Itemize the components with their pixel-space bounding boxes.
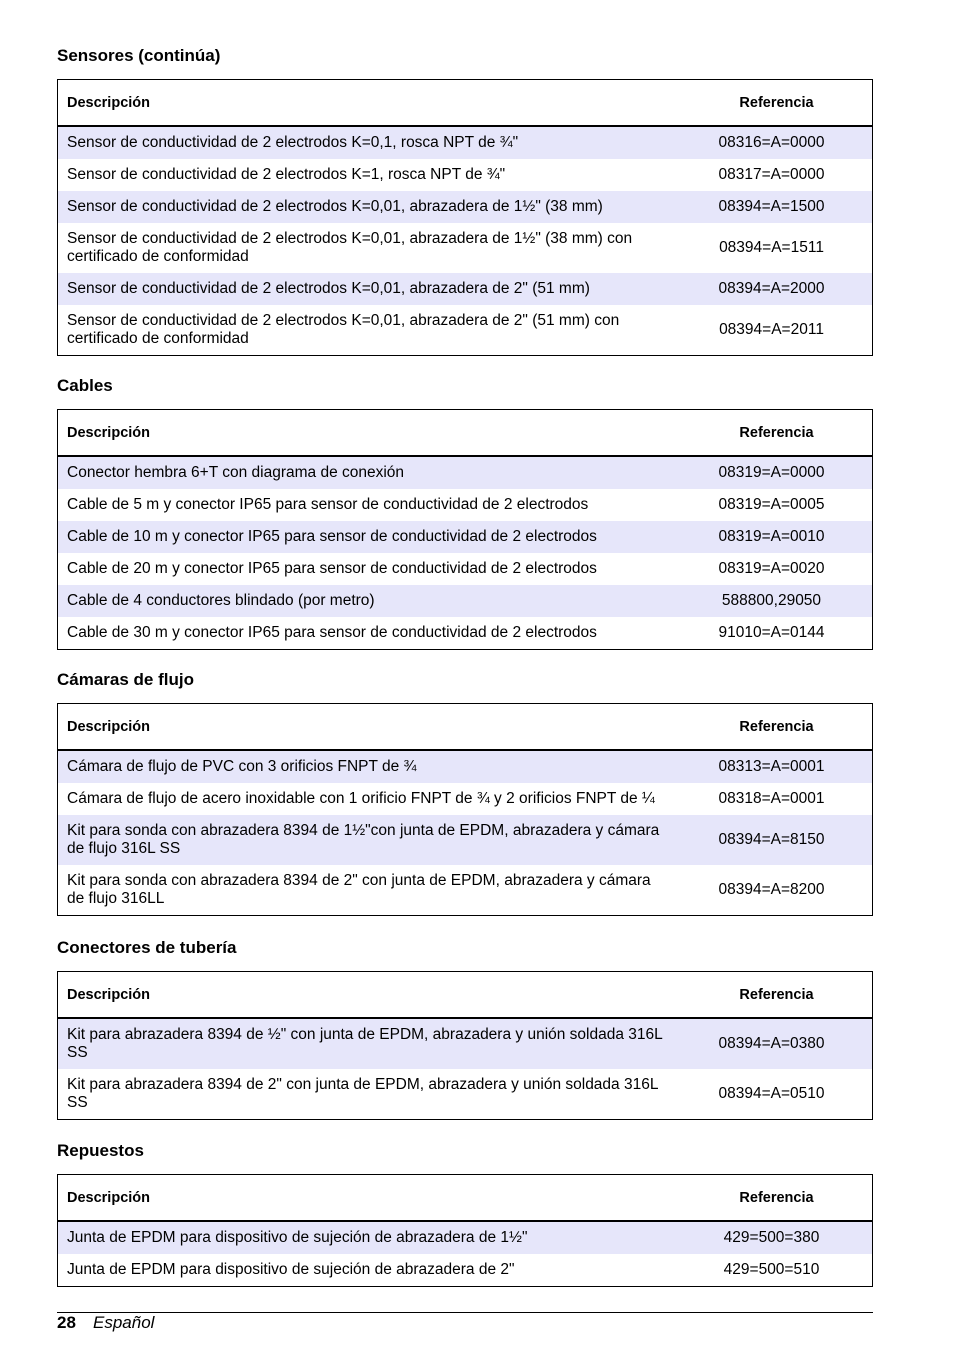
header-description: Descripción: [58, 972, 682, 1019]
table-row: [58, 815, 873, 865]
table-row: [58, 783, 873, 815]
row-reference: 08394=A=0380: [681, 1018, 873, 1069]
row-reference: 08319=A=0005: [718, 496, 825, 513]
row-reference: 429=500=380: [681, 1221, 873, 1254]
row-description: Cámara de flujo de acero inoxidable con 1 orificio FNPT de ¾ y 2 orificios FNPT de ¼: [67, 790, 655, 807]
row-reference: 08394=A=8200: [718, 881, 825, 898]
table-row: [58, 305, 873, 356]
section-title: Cámaras de flujo: [57, 670, 194, 689]
section-title: Sensores (continúa): [57, 46, 221, 65]
row-description: Kit para sonda con abrazadera 8394 de 1½"con junta de EPDM, abrazadera y cámara de flujo 316L SS: [58, 815, 682, 865]
row-reference: 08394=A=2011: [719, 321, 824, 338]
page-footer: [57, 1312, 873, 1332]
table-row: [58, 865, 873, 916]
section-sensores: [57, 45, 873, 356]
parts-table: [57, 79, 873, 356]
header-reference: Referencia: [681, 80, 873, 127]
section-conectores-de-tuberia: [57, 937, 873, 1120]
parts-table: [57, 703, 873, 916]
parts-table: [57, 971, 873, 1120]
section-repuestos: [57, 1140, 873, 1287]
table-row: [58, 1254, 873, 1287]
header-description: Descripción: [58, 1175, 682, 1222]
row-description: Sensor de conductividad de 2 electrodos K=0,01, abrazadera de 2" (51 mm): [58, 273, 682, 305]
header-reference: Referencia: [681, 410, 873, 457]
table-row: [58, 126, 873, 159]
table-row: [58, 1018, 873, 1069]
row-reference: 429=500=510: [723, 1261, 820, 1278]
parts-table: [57, 409, 873, 650]
section-camaras-de-flujo: [57, 669, 873, 916]
header-description: Descripción: [58, 704, 682, 751]
row-reference: 08394=A=8150: [681, 815, 873, 865]
row-description: Sensor de conductividad de 2 electrodos K=0,01, abrazadera de 1½" (38 mm) con certificado de conformidad: [67, 230, 633, 265]
row-description: Cámara de flujo de PVC con 3 orificios FNPT de ¾: [58, 750, 682, 783]
table-row: [58, 489, 873, 521]
row-reference: 588800,29050: [681, 585, 873, 617]
table-row: [58, 456, 873, 489]
table-row: [58, 159, 873, 191]
table-header: [58, 704, 873, 751]
row-reference: 08394=A=2000: [681, 273, 873, 305]
page-number: 28: [57, 1313, 76, 1332]
section-cables: [57, 375, 873, 650]
row-description: Sensor de conductividad de 2 electrodos K=1, rosca NPT de ¾": [67, 166, 506, 183]
row-description: Cable de 10 m y conector IP65 para sensor de conductividad de 2 electrodos: [58, 521, 682, 553]
row-description: Cable de 5 m y conector IP65 para sensor de conductividad de 2 electrodos: [67, 496, 589, 513]
header-reference: Referencia: [681, 972, 873, 1019]
parts-table: [57, 1174, 873, 1287]
row-description: Kit para sonda con abrazadera 8394 de 2" con junta de EPDM, abrazadera y cámara de flujo 316LL: [67, 872, 651, 907]
table-header: [58, 972, 873, 1019]
row-description: Sensor de conductividad de 2 electrodos K=0,01, abrazadera de 1½" (38 mm): [58, 191, 682, 223]
row-description: Cable de 30 m y conector IP65 para sensor de conductividad de 2 electrodos: [67, 624, 597, 641]
row-description: Junta de EPDM para dispositivo de sujeción de abrazadera de 1½": [58, 1221, 682, 1254]
row-reference: 08313=A=0001: [681, 750, 873, 783]
row-reference: 91010=A=0144: [718, 624, 825, 641]
table-row: [58, 191, 873, 223]
header-reference: Referencia: [681, 1175, 873, 1222]
row-reference: 08319=A=0000: [681, 456, 873, 489]
header-description: Descripción: [58, 80, 682, 127]
table-row: [58, 750, 873, 783]
table-row: [58, 1221, 873, 1254]
table-header: [58, 80, 873, 127]
row-reference: 08394=A=1500: [681, 191, 873, 223]
section-title: Repuestos: [57, 1141, 144, 1160]
row-reference: 08316=A=0000: [681, 126, 873, 159]
section-title: Cables: [57, 376, 113, 395]
row-reference: 08319=A=0010: [681, 521, 873, 553]
table-row: [58, 1069, 873, 1120]
row-description: Kit para abrazadera 8394 de 2" con junta de EPDM, abrazadera y unión soldada 316L SS: [67, 1076, 658, 1111]
table-row: [58, 223, 873, 273]
row-reference: 08319=A=0020: [718, 560, 825, 577]
row-description: Sensor de conductividad de 2 electrodos K=0,01, abrazadera de 2" (51 mm) con certificado de conformidad: [67, 312, 620, 347]
row-description: Cable de 4 conductores blindado (por metro): [58, 585, 682, 617]
table-header: [58, 410, 873, 457]
table-header: [58, 1175, 873, 1222]
table-row: [58, 273, 873, 305]
row-reference: 08394=A=1511: [719, 239, 824, 256]
row-reference: 08394=A=0510: [718, 1085, 825, 1102]
row-reference: 08318=A=0001: [718, 790, 825, 807]
table-row: [58, 521, 873, 553]
section-title: Conectores de tubería: [57, 938, 237, 957]
row-description: Kit para abrazadera 8394 de ½" con junta de EPDM, abrazadera y unión soldada 316L SS: [58, 1018, 682, 1069]
header-reference: Referencia: [681, 704, 873, 751]
row-description: Sensor de conductividad de 2 electrodos K=0,1, rosca NPT de ¾": [58, 126, 682, 159]
row-reference: 08317=A=0000: [718, 166, 825, 183]
table-row: [58, 553, 873, 585]
row-description: Cable de 20 m y conector IP65 para sensor de conductividad de 2 electrodos: [67, 560, 597, 577]
table-row: [58, 585, 873, 617]
table-row: [58, 617, 873, 650]
row-description: Junta de EPDM para dispositivo de sujeción de abrazadera de 2": [67, 1261, 515, 1278]
header-description: Descripción: [58, 410, 682, 457]
row-description: Conector hembra 6+T con diagrama de conexión: [58, 456, 682, 489]
footer-language: Español: [93, 1313, 155, 1332]
